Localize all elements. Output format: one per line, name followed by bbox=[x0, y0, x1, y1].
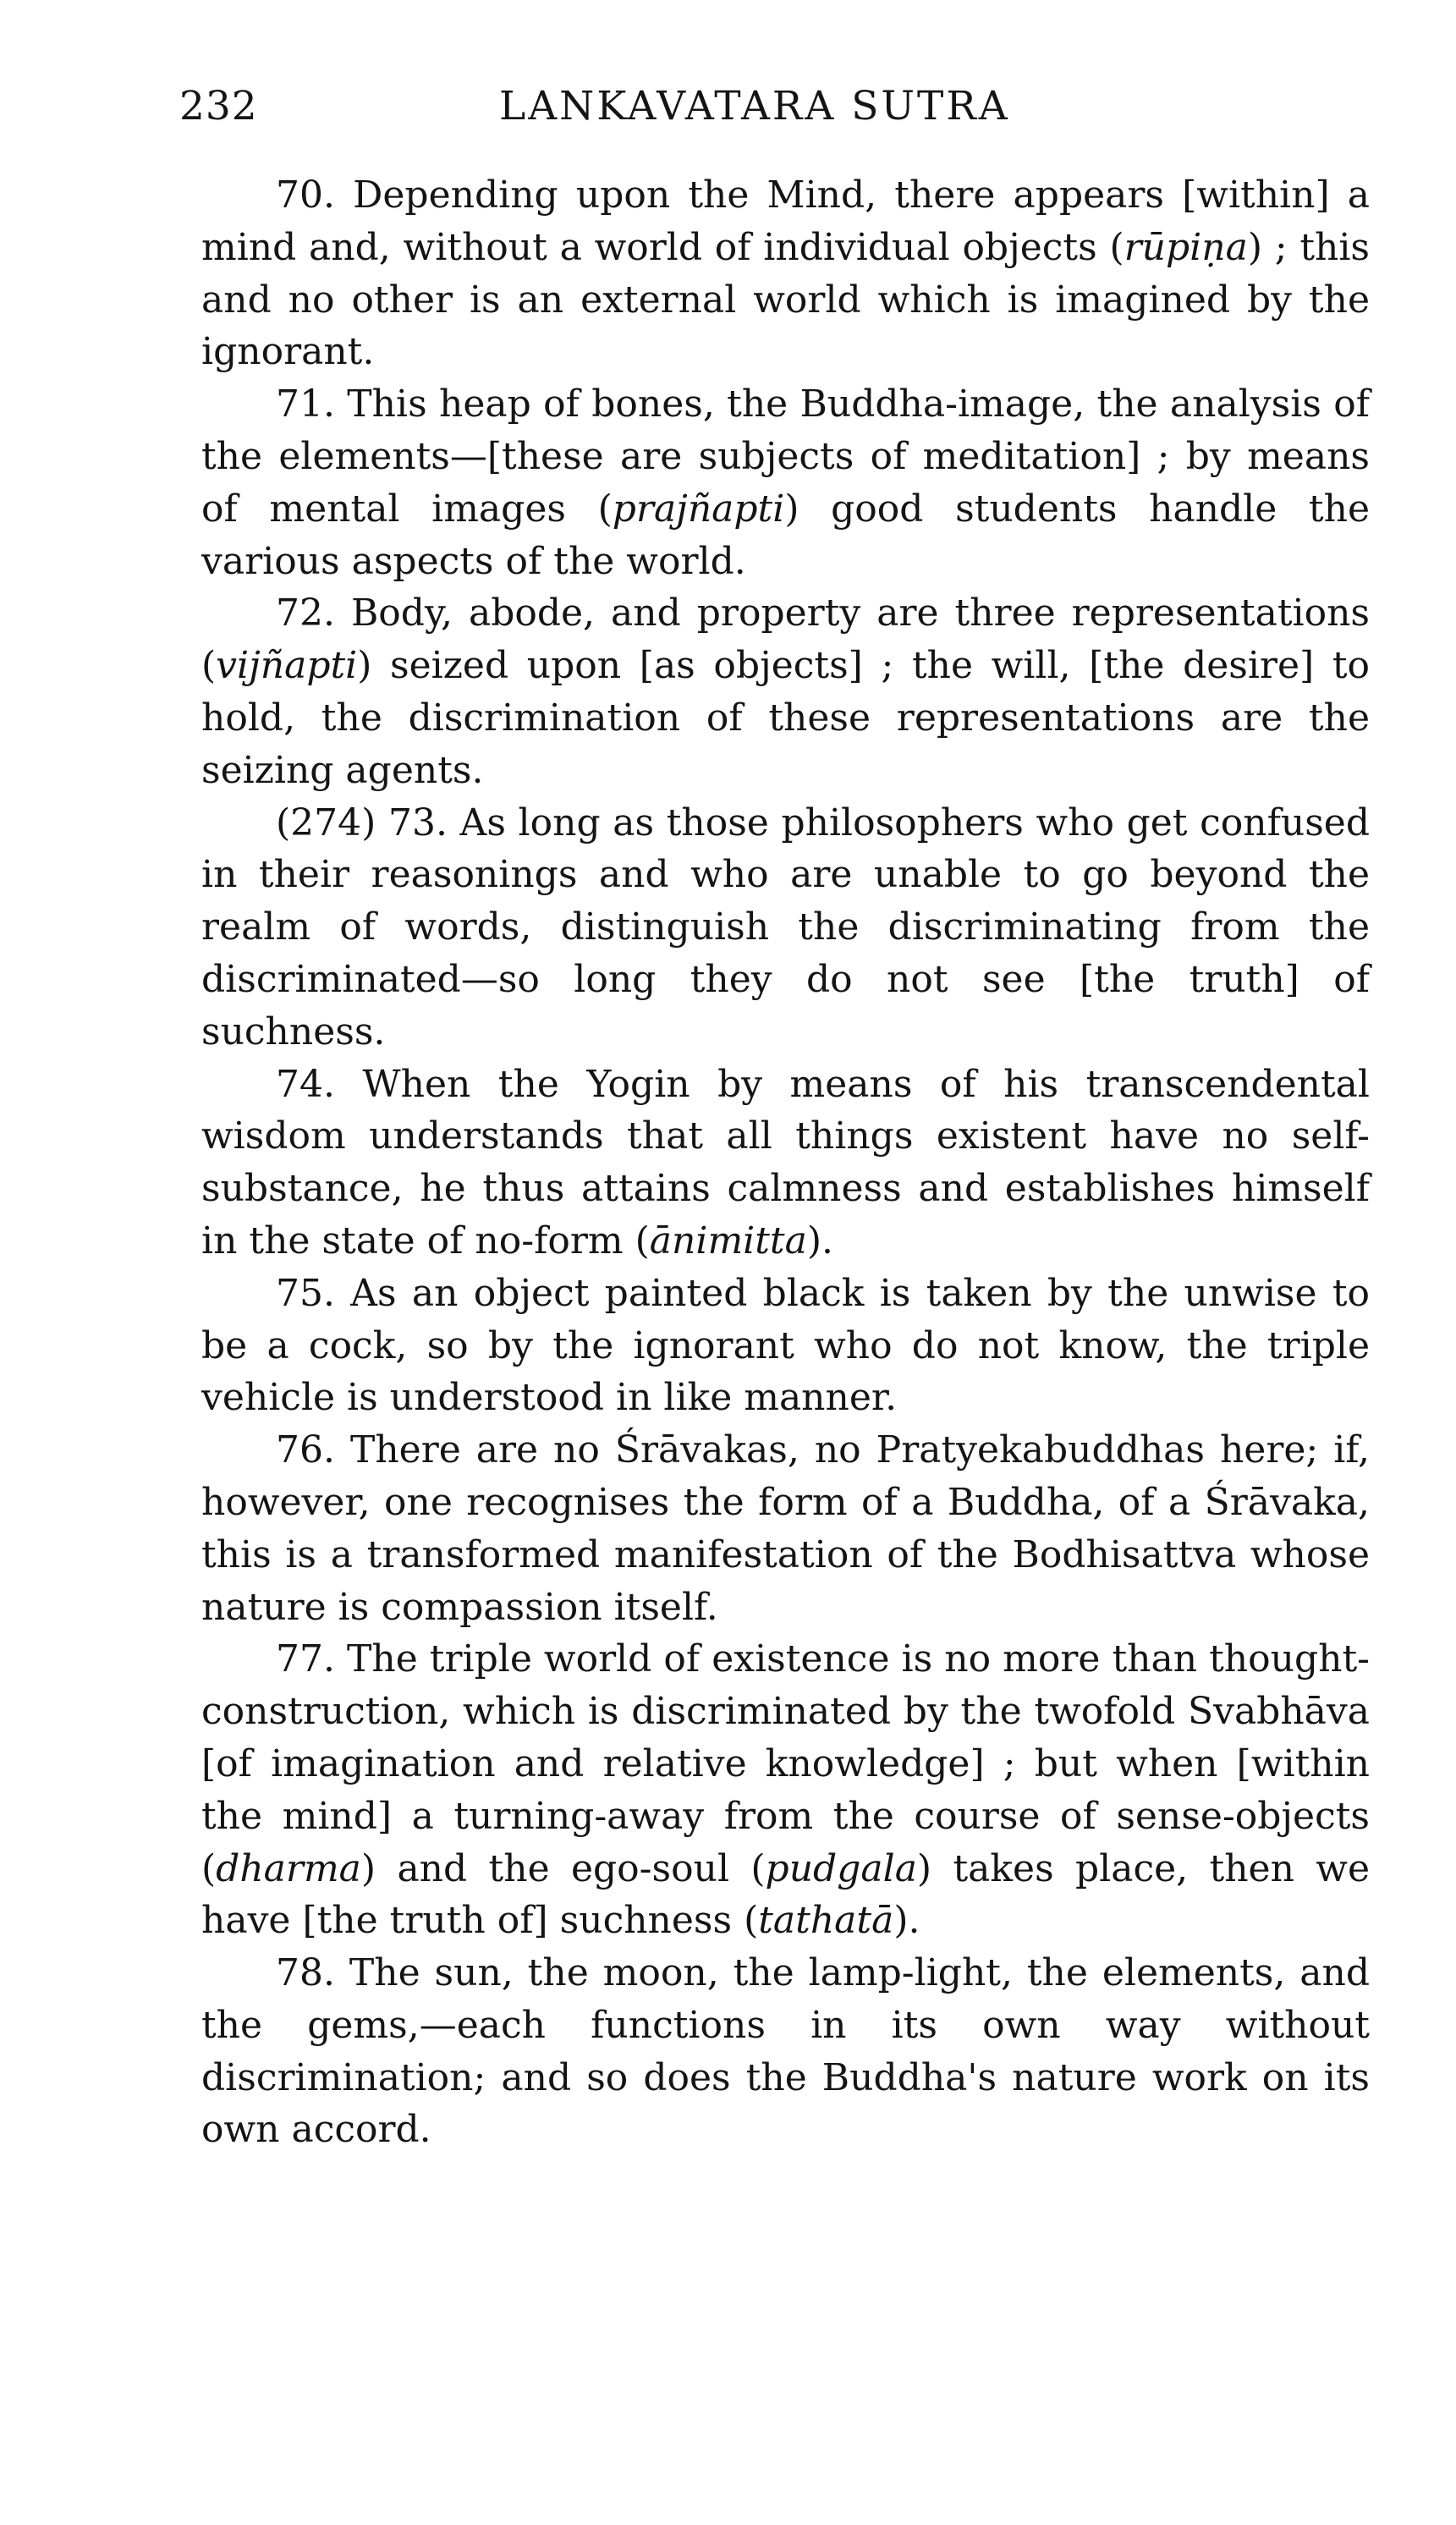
verse-paragraph bbox=[201, 1268, 1370, 1424]
italic-term: pudgala bbox=[765, 1846, 917, 1890]
italic-term: dharma bbox=[216, 1846, 361, 1890]
verse-text: ) and the ego-soul ( bbox=[360, 1846, 766, 1890]
verse-text: 75. As an object painted black is taken by the unwise to be a cock, so by the ignorant who do not know, the triple vehicle is understood in like manner. bbox=[201, 1271, 1370, 1420]
verse-paragraph bbox=[201, 378, 1370, 587]
verse-text: 72. Body, abode, and property are three representations ( bbox=[201, 591, 1370, 688]
italic-term: vijñapti bbox=[216, 644, 358, 688]
italic-term: ānimitta bbox=[649, 1218, 807, 1262]
verse-text: ). bbox=[806, 1218, 833, 1262]
verse-paragraph bbox=[201, 1947, 1370, 2156]
verse-text: 70. Depending upon the Mind, there appears [within] a mind and, without a world of individual objects ( bbox=[201, 173, 1370, 269]
verse-paragraph bbox=[201, 1633, 1370, 1947]
verse-text: 78. The sun, the moon, the lamp-light, the elements, and the gems,—each functions in its own way without discrimination; and so does the Buddha's nature work on its own accord. bbox=[201, 1951, 1370, 2152]
verse-list bbox=[201, 169, 1370, 2156]
verse-text: ) takes place, then we have [the truth of] suchness ( bbox=[201, 1846, 1370, 1943]
verse-paragraph bbox=[201, 797, 1370, 1059]
verse-text: 74. When the Yogin by means of his transcendental wisdom understands that all things existent have no self-substance, he thus attains calmness and establishes himself in the state of no-form ( bbox=[201, 1062, 1370, 1262]
verse-text: (274) 73. As long as those philosophers who get confused in their reasonings and who are unable to go beyond the realm of words, distinguish the discriminating from the discriminated—so long they do not see [the truth] of suchness. bbox=[201, 800, 1370, 1053]
running-title: LANKAVATARA SUTRA bbox=[499, 83, 1010, 129]
verse-text: ) good students handle the various aspects of the world. bbox=[201, 487, 1370, 583]
verse-text: 77. The triple world of existence is no more than thought-construction, which is discriminated by the twofold Svabhāva [of imagination and relative knowledge] ; but when [within the mind] a turning-away from the course of sense-objects ( bbox=[201, 1637, 1370, 1890]
page-header bbox=[179, 83, 1372, 142]
verse-paragraph bbox=[201, 1059, 1370, 1268]
verse-text: 76. There are no Śrāvakas, no Pratyekabuddhas here; if, however, one recognises the form of a Buddha, of a Śrāvaka, this is a transformed manifestation of the Bodhisattva whose nature is compassion itself. bbox=[201, 1428, 1370, 1629]
verse-text: 71. This heap of bones, the Buddha-image, the analysis of the elements—[these are subjects of meditation] ; by means of mental images ( bbox=[201, 382, 1370, 531]
page-number: 232 bbox=[179, 83, 258, 129]
italic-term: tathatā bbox=[758, 1899, 894, 1943]
verse-paragraph bbox=[201, 169, 1370, 378]
verse-text: ) ; this and no other is an external world which is imagined by the ignorant. bbox=[201, 225, 1371, 374]
verse-text: ) seized upon [as objects] ; the will, [the desire] to hold, the discrimination of these representations are the seizing agents. bbox=[201, 644, 1370, 792]
italic-term: rūpiṇa bbox=[1124, 225, 1248, 269]
verse-paragraph bbox=[201, 587, 1370, 796]
italic-term: prajñapti bbox=[612, 487, 785, 531]
verse-paragraph bbox=[201, 1424, 1370, 1633]
verse-text: ). bbox=[893, 1899, 920, 1943]
